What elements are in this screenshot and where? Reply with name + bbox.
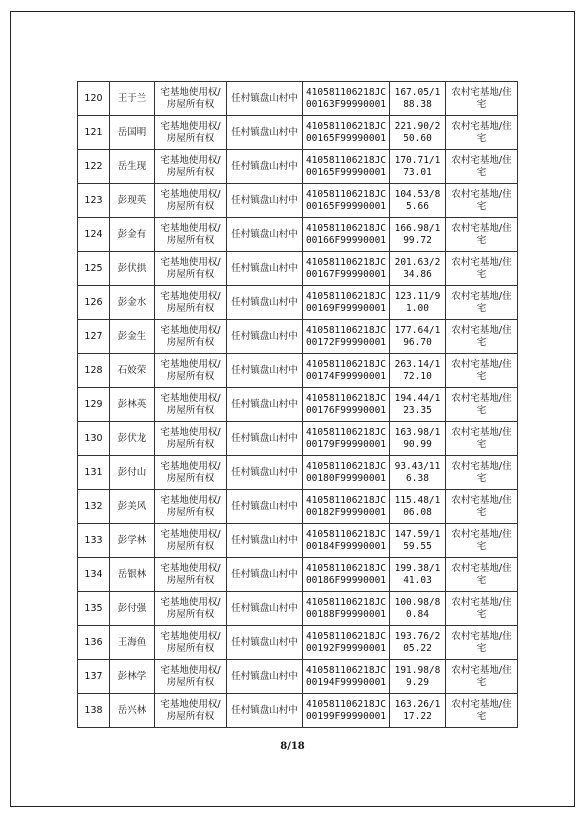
table-row <box>78 354 518 388</box>
owner-name-cell: 彭付山 <box>110 456 155 490</box>
land-use-cell: 农村宅基地/住宅 <box>446 422 518 456</box>
location-cell: 任村镇盘山村中 <box>227 252 303 286</box>
land-use-cell: 农村宅基地/住宅 <box>446 116 518 150</box>
table-row <box>78 660 518 694</box>
right-type-cell: 宅基地使用权/房屋所有权 <box>155 354 227 388</box>
row-number-cell: 127 <box>78 320 110 354</box>
table-row <box>78 252 518 286</box>
location-cell: 任村镇盘山村中 <box>227 660 303 694</box>
owner-name-cell: 彭林学 <box>110 660 155 694</box>
location-cell: 任村镇盘山村中 <box>227 286 303 320</box>
right-type-cell: 宅基地使用权/房屋所有权 <box>155 184 227 218</box>
row-number-cell: 122 <box>78 150 110 184</box>
land-use-cell: 农村宅基地/住宅 <box>446 456 518 490</box>
location-cell: 任村镇盘山村中 <box>227 490 303 524</box>
area-cell: 194.44/123.35 <box>390 388 446 422</box>
unit-code-cell: 410581106218JC00186F99990001 <box>303 558 390 592</box>
table-row <box>78 694 518 728</box>
registry-table <box>77 81 518 728</box>
land-use-cell: 农村宅基地/住宅 <box>446 694 518 728</box>
location-cell: 任村镇盘山村中 <box>227 320 303 354</box>
right-type-cell: 宅基地使用权/房屋所有权 <box>155 660 227 694</box>
location-cell: 任村镇盘山村中 <box>227 694 303 728</box>
right-type-cell: 宅基地使用权/房屋所有权 <box>155 116 227 150</box>
area-cell: 147.59/159.55 <box>390 524 446 558</box>
owner-name-cell: 彭伏龙 <box>110 422 155 456</box>
location-cell: 任村镇盘山村中 <box>227 150 303 184</box>
row-number-cell: 130 <box>78 422 110 456</box>
unit-code-cell: 410581106218JC00172F99990001 <box>303 320 390 354</box>
owner-name-cell: 彭伏拱 <box>110 252 155 286</box>
owner-name-cell: 彭付强 <box>110 592 155 626</box>
right-type-cell: 宅基地使用权/房屋所有权 <box>155 218 227 252</box>
row-number-cell: 128 <box>78 354 110 388</box>
land-use-cell: 农村宅基地/住宅 <box>446 150 518 184</box>
area-cell: 123.11/91.00 <box>390 286 446 320</box>
row-number-cell: 125 <box>78 252 110 286</box>
land-use-cell: 农村宅基地/住宅 <box>446 320 518 354</box>
area-cell: 199.38/141.03 <box>390 558 446 592</box>
table-row <box>78 558 518 592</box>
area-cell: 177.64/196.70 <box>390 320 446 354</box>
table-row <box>78 286 518 320</box>
unit-code-cell: 410581106218JC00165F99990001 <box>303 116 390 150</box>
right-type-cell: 宅基地使用权/房屋所有权 <box>155 592 227 626</box>
row-number-cell: 135 <box>78 592 110 626</box>
right-type-cell: 宅基地使用权/房屋所有权 <box>155 150 227 184</box>
land-use-cell: 农村宅基地/住宅 <box>446 592 518 626</box>
land-use-cell: 农村宅基地/住宅 <box>446 524 518 558</box>
land-use-cell: 农村宅基地/住宅 <box>446 252 518 286</box>
right-type-cell: 宅基地使用权/房屋所有权 <box>155 320 227 354</box>
row-number-cell: 121 <box>78 116 110 150</box>
land-use-cell: 农村宅基地/住宅 <box>446 354 518 388</box>
row-number-cell: 134 <box>78 558 110 592</box>
land-use-cell: 农村宅基地/住宅 <box>446 660 518 694</box>
unit-code-cell: 410581106218JC00182F99990001 <box>303 490 390 524</box>
area-cell: 115.48/106.08 <box>390 490 446 524</box>
land-use-cell: 农村宅基地/住宅 <box>446 218 518 252</box>
table-row <box>78 218 518 252</box>
unit-code-cell: 410581106218JC00179F99990001 <box>303 422 390 456</box>
unit-code-cell: 410581106218JC00194F99990001 <box>303 660 390 694</box>
owner-name-cell: 彭学林 <box>110 524 155 558</box>
land-use-cell: 农村宅基地/住宅 <box>446 490 518 524</box>
table-row <box>78 592 518 626</box>
row-number-cell: 138 <box>78 694 110 728</box>
area-cell: 166.98/199.72 <box>390 218 446 252</box>
area-cell: 170.71/173.01 <box>390 150 446 184</box>
right-type-cell: 宅基地使用权/房屋所有权 <box>155 422 227 456</box>
owner-name-cell: 彭金有 <box>110 218 155 252</box>
row-number-cell: 129 <box>78 388 110 422</box>
land-use-cell: 农村宅基地/住宅 <box>446 184 518 218</box>
table-row <box>78 150 518 184</box>
owner-name-cell: 石姣荣 <box>110 354 155 388</box>
unit-code-cell: 410581106218JC00199F99990001 <box>303 694 390 728</box>
table-body <box>78 82 518 728</box>
table-row <box>78 82 518 116</box>
table-row <box>78 184 518 218</box>
right-type-cell: 宅基地使用权/房屋所有权 <box>155 524 227 558</box>
location-cell: 任村镇盘山村中 <box>227 456 303 490</box>
owner-name-cell: 彭美风 <box>110 490 155 524</box>
table-row <box>78 422 518 456</box>
owner-name-cell: 岳国明 <box>110 116 155 150</box>
unit-code-cell: 410581106218JC00169F99990001 <box>303 286 390 320</box>
area-cell: 93.43/116.38 <box>390 456 446 490</box>
area-cell: 193.76/205.22 <box>390 626 446 660</box>
location-cell: 任村镇盘山村中 <box>227 184 303 218</box>
land-use-cell: 农村宅基地/住宅 <box>446 388 518 422</box>
owner-name-cell: 岳兴林 <box>110 694 155 728</box>
row-number-cell: 124 <box>78 218 110 252</box>
land-use-cell: 农村宅基地/住宅 <box>446 626 518 660</box>
owner-name-cell: 彭金生 <box>110 320 155 354</box>
unit-code-cell: 410581106218JC00188F99990001 <box>303 592 390 626</box>
location-cell: 任村镇盘山村中 <box>227 422 303 456</box>
row-number-cell: 137 <box>78 660 110 694</box>
right-type-cell: 宅基地使用权/房屋所有权 <box>155 252 227 286</box>
area-cell: 104.53/85.66 <box>390 184 446 218</box>
right-type-cell: 宅基地使用权/房屋所有权 <box>155 456 227 490</box>
area-cell: 100.98/80.84 <box>390 592 446 626</box>
location-cell: 任村镇盘山村中 <box>227 626 303 660</box>
owner-name-cell: 岳生现 <box>110 150 155 184</box>
area-cell: 191.98/89.29 <box>390 660 446 694</box>
land-use-cell: 农村宅基地/住宅 <box>446 286 518 320</box>
table-row <box>78 490 518 524</box>
right-type-cell: 宅基地使用权/房屋所有权 <box>155 694 227 728</box>
unit-code-cell: 410581106218JC00167F99990001 <box>303 252 390 286</box>
unit-code-cell: 410581106218JC00174F99990001 <box>303 354 390 388</box>
table-row <box>78 456 518 490</box>
row-number-cell: 126 <box>78 286 110 320</box>
area-cell: 163.26/117.22 <box>390 694 446 728</box>
location-cell: 任村镇盘山村中 <box>227 218 303 252</box>
owner-name-cell: 岳银林 <box>110 558 155 592</box>
right-type-cell: 宅基地使用权/房屋所有权 <box>155 626 227 660</box>
right-type-cell: 宅基地使用权/房屋所有权 <box>155 388 227 422</box>
owner-name-cell: 彭林英 <box>110 388 155 422</box>
land-use-cell: 农村宅基地/住宅 <box>446 82 518 116</box>
unit-code-cell: 410581106218JC00180F99990001 <box>303 456 390 490</box>
area-cell: 221.90/250.60 <box>390 116 446 150</box>
location-cell: 任村镇盘山村中 <box>227 592 303 626</box>
owner-name-cell: 彭现英 <box>110 184 155 218</box>
row-number-cell: 120 <box>78 82 110 116</box>
unit-code-cell: 410581106218JC00165F99990001 <box>303 150 390 184</box>
owner-name-cell: 彭金水 <box>110 286 155 320</box>
right-type-cell: 宅基地使用权/房屋所有权 <box>155 558 227 592</box>
table-row <box>78 524 518 558</box>
unit-code-cell: 410581106218JC00176F99990001 <box>303 388 390 422</box>
right-type-cell: 宅基地使用权/房屋所有权 <box>155 490 227 524</box>
row-number-cell: 132 <box>78 490 110 524</box>
page-number: 8/18 <box>280 741 305 752</box>
table-row <box>78 626 518 660</box>
location-cell: 任村镇盘山村中 <box>227 388 303 422</box>
right-type-cell: 宅基地使用权/房屋所有权 <box>155 82 227 116</box>
unit-code-cell: 410581106218JC00184F99990001 <box>303 524 390 558</box>
area-cell: 163.98/190.99 <box>390 422 446 456</box>
unit-code-cell: 410581106218JC00163F99990001 <box>303 82 390 116</box>
right-type-cell: 宅基地使用权/房屋所有权 <box>155 286 227 320</box>
location-cell: 任村镇盘山村中 <box>227 524 303 558</box>
unit-code-cell: 410581106218JC00192F99990001 <box>303 626 390 660</box>
row-number-cell: 136 <box>78 626 110 660</box>
location-cell: 任村镇盘山村中 <box>227 116 303 150</box>
area-cell: 201.63/234.86 <box>390 252 446 286</box>
table-row <box>78 388 518 422</box>
unit-code-cell: 410581106218JC00165F99990001 <box>303 184 390 218</box>
row-number-cell: 131 <box>78 456 110 490</box>
location-cell: 任村镇盘山村中 <box>227 354 303 388</box>
owner-name-cell: 王于兰 <box>110 82 155 116</box>
location-cell: 任村镇盘山村中 <box>227 82 303 116</box>
unit-code-cell: 410581106218JC00166F99990001 <box>303 218 390 252</box>
area-cell: 167.05/188.38 <box>390 82 446 116</box>
row-number-cell: 133 <box>78 524 110 558</box>
land-use-cell: 农村宅基地/住宅 <box>446 558 518 592</box>
area-cell: 263.14/172.10 <box>390 354 446 388</box>
table-row <box>78 116 518 150</box>
table-row <box>78 320 518 354</box>
row-number-cell: 123 <box>78 184 110 218</box>
owner-name-cell: 王海鱼 <box>110 626 155 660</box>
location-cell: 任村镇盘山村中 <box>227 558 303 592</box>
